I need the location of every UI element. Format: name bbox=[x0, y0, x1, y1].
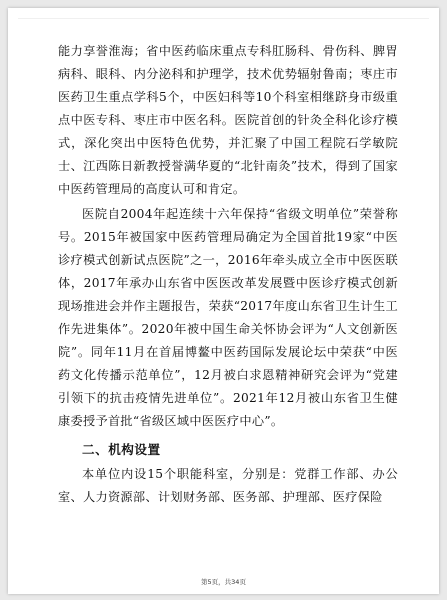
section-heading: 二、机构设置 bbox=[82, 442, 161, 457]
page-content bbox=[58, 40, 398, 511]
page-footer: 第5页，共34页 bbox=[201, 578, 246, 586]
body-paragraph-1: 能力享誉淮海；省中医药临床重点专科肛肠科、骨伤科、脾胃病科、眼科、内分泌科和护理学，技术优势辐射鲁南；枣庄市医药卫生重点学科5个，中医妇科等10个科室相继跻身市级重点中医专科、枣庄市中医名科。医院首创的针灸全科化诊疗模式，深化突出中医特色优势，并汇聚了中国工程院石学敏院士、江西陈日新教授誉满华夏的“北针南灸”技术，得到了国家中医药管理局的高度认可和肯定。 bbox=[58, 44, 398, 196]
body-paragraph-3: 本单位内设15个职能科室，分别是：党群工作部、办公室、人力资源部、计划财务部、医务部、护理部、医疗保险 bbox=[58, 467, 398, 504]
page-top-border bbox=[18, 18, 429, 19]
document-page bbox=[8, 8, 439, 594]
body-paragraph-2: 医院自2004年起连续十六年保持“省级文明单位”荣誉称号。2015年被国家中医药管理局确定为全国首批19家“中医诊疗模式创新试点医院”之一，2016年牵头成立全市中医医联体，2017年承办山东省中医医改革发展暨中医诊疗模式创新现场推进会并作主题报告，荣获“2017年度山东省卫生计生工作先进集体”。2020年被中国生命关怀协会评为“人文创新医院”。同年11月在首届博鳌中医药国际发展论坛中荣获“中医药文化传播示范单位”，12月被白求恩精神研究会评为“党建引领下的抗击疫情先进单位”。2021年12月被山东省卫生健康委授予首批“省级区域中医医疗中心”。 bbox=[58, 207, 398, 428]
